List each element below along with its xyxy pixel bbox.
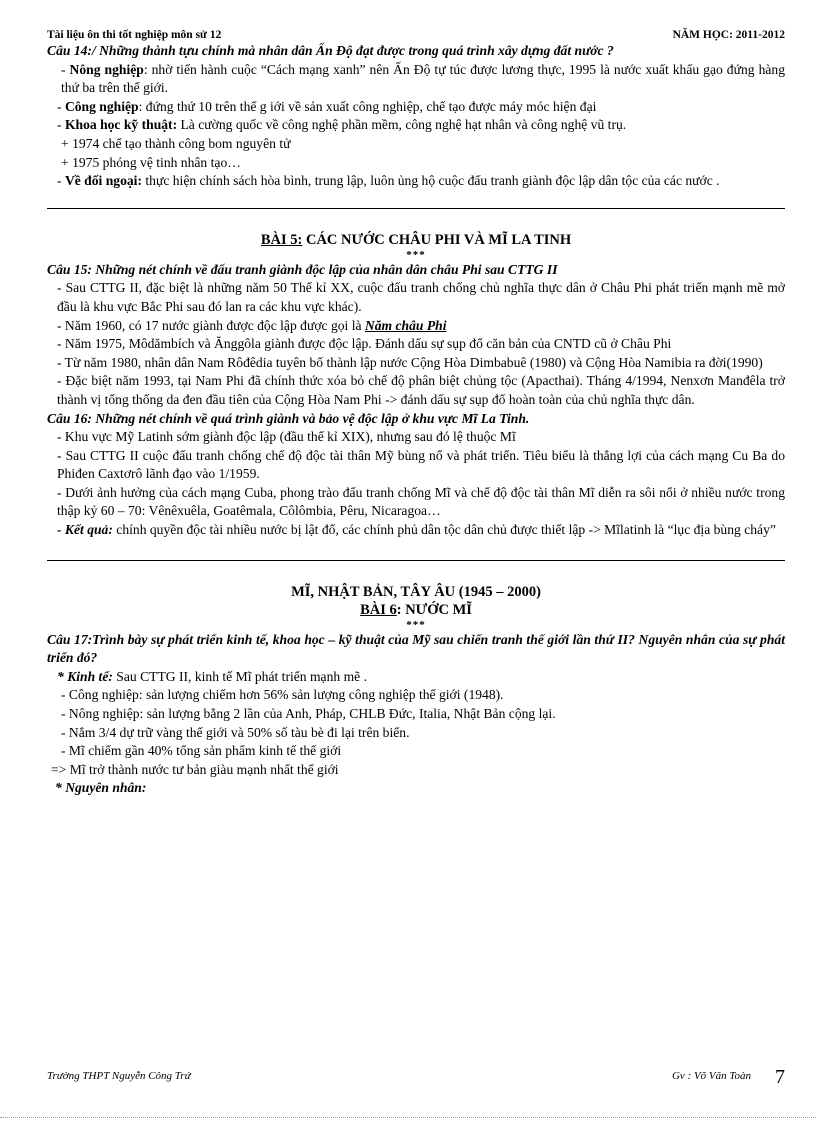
bai6-stars: *** — [406, 618, 426, 631]
q16-result: - Kết quả: chính quyền độc tài nhiều nước bị lật đổ, các chính phủ dân tộc dân chủ được thiết lập -> Mĩlatinh là “lục địa bùng cháy” — [57, 522, 776, 538]
q17-economy-label: * Kinh tế: — [57, 668, 113, 684]
footer-school: Trường THPT Nguyễn Công Trứ — [47, 1070, 191, 1082]
nam-chau-phi: Năm châu Phi — [364, 317, 447, 333]
q16-title: Câu 16: Những nét chính về quá trình giành và bảo vệ độc lập ở khu vực Mĩ La Tinh. — [47, 410, 530, 426]
q14-sci-1: + 1974 chế tạo thành công bom nguyên tử — [61, 135, 291, 151]
q15-p5: - Đặc biệt năm 1993, tại Nam Phi đã chính thức xóa bỏ chế độ phân biệt chủng tộc (Apacthai). Tháng 4/1994, Nenxơn Manđêla trở thành vị tổng thống da đen đầu tiên của Cộng Hòa Nam Phi -> đánh dấu sự sụp đổ hoàn toàn của chủ nghĩa thực dân. — [57, 373, 785, 407]
q17-l4: - Mĩ chiếm gần 40% tổng sản phẩm kinh tế thế giới — [61, 743, 342, 759]
q15-p4: - Từ năm 1980, nhân dân Nam Rôđêdia tuyên bố thành lập nước Cộng Hòa Dimbabuê (1980) và Cộng Hòa Namibia ra đời(1990) — [57, 354, 763, 370]
q14-foreign: - Về đối ngoại: thực hiện chính sách hòa bình, trung lập, luôn ủng hộ cuộc đấu tranh giành độc lập dân tộc của các nước . — [57, 173, 720, 189]
q14-sci-label: Khoa học kỹ thuật: — [64, 117, 178, 133]
q16-p1: - Khu vực Mỹ Latinh sớm giành độc lập (đầu thế kỉ XIX), nhưng sau đó lệ thuộc Mĩ — [57, 429, 516, 445]
document-page — [47, 28, 785, 798]
q14-agri-label: Nông nghiệp — [69, 61, 144, 77]
q14-ind: - Công nghiệp: đứng thứ 10 trên thế g iới về sản xuất công nghiệp, chế tạo được máy móc hiện đại — [57, 98, 597, 114]
q15-title: Câu 15: Những nét chính về đấu tranh giành độc lập của nhân dân châu Phi sau CTTG II — [47, 261, 558, 277]
q17-l1: - Công nghiệp: sản lượng chiếm hơn 56% sản lượng công nghiệp thế giới (1948). — [61, 687, 504, 703]
page-header — [47, 28, 785, 42]
q17-economy: * Kinh tế: Sau CTTG II, kinh tế Mĩ phát triển mạnh mẽ . — [57, 668, 367, 684]
q17-l3: - Nắm 3/4 dự trữ vàng thế giới và 50% số tàu bè đi lại trên biển. — [61, 724, 410, 740]
page-number: 7 — [775, 1066, 785, 1088]
q14-ind-label: Công nghiệp — [64, 98, 139, 114]
bai5-stars: *** — [406, 248, 426, 261]
q16-p2: - Sau CTTG II cuộc đấu tranh chống chế độ độc tài thân Mỹ bùng nổ và phát triển. Tiêu biểu là thắng lợi của cách mạng Cu Ba do Phiđen Caxtơrô lãnh đạo vào 1/1959. — [57, 447, 785, 482]
q17-l5: => Mĩ trở thành nước tư bản giàu mạnh nhất thế giới — [51, 761, 339, 777]
q17-cause: * Nguyên nhân: — [55, 780, 147, 796]
q14-title: Câu 14:/ Những thành tựu chính mà nhân dân Ấn Độ đạt được trong quá trình xây dựng đất nước ? — [47, 43, 614, 58]
q15-p1: - Sau CTTG II, đặc biệt là những năm 50 Thế kỉ XX, cuộc đấu tranh chống chủ nghĩa thực dân ở Châu Phi phát triển mạnh mẽ mở đầu là khu vực Bắc Phi sau đó lan ra các khu vực khác). — [57, 280, 785, 314]
q17-title: Câu 17:Trình bày sự phát triển kinh tế, khoa học – kỹ thuật của Mỹ sau chiến tranh thế giới lần thứ II? Nguyên nhân của sự phát triển đó? — [47, 631, 785, 666]
footer-teacher: Gv : Võ Văn Toàn — [671, 1070, 751, 1082]
q14-sci-2: + 1975 phóng vệ tinh nhân tạo… — [61, 154, 241, 170]
bottom-border — [0, 1117, 816, 1118]
header-right: NĂM HỌC: 2011-2012 — [672, 29, 785, 41]
header-left: Tài liệu ôn thi tốt nghiệp môn sử 12 — [47, 29, 222, 41]
q14-agri: - Nông nghiệp: nhờ tiến hành cuộc “Cách mạng xanh” nên Ấn Độ tự túc được lương thực, 1995 là nước xuất khẩu gạo đứng hàng thứ ba trên thế giới. — [61, 61, 785, 96]
bai6-heading: MĨ, NHẬT BẢN, TÂY ÂU (1945 – 2000) — [291, 583, 541, 600]
q16-result-label: - Kết quả: — [57, 522, 113, 538]
bai5-title: BÀI 5: CÁC NƯỚC CHÂU PHI VÀ MĨ LA TINH — [260, 231, 572, 248]
bai6-title: BÀI 6: NƯỚC MĨ — [360, 601, 472, 618]
q15-p3: - Năm 1975, Môdămbích và Ănggôla giành được độc lập. Đánh dấu sự sụp đổ căn bản của CNTD cũ ở Châu Phi — [57, 336, 672, 352]
q16-p3: - Dưới ảnh hưởng của cách mạng Cuba, phong trào đấu tranh chống Mĩ và chế độ độc tài thân Mĩ diễn ra sôi nổi ở nhiều nước trong thập kỷ 60 – 70: Vênêxuêla, Goatêmala, Côlômbia, Pêru, Nicaragoa… — [57, 484, 785, 519]
q14-foreign-label: Về đối ngoại: — [64, 173, 142, 189]
q14-sci: - Khoa học kỹ thuật: Là cường quốc về công nghệ phần mềm, công nghệ hạt nhân và công nghệ vũ trụ. — [57, 117, 627, 133]
q15-p2: - Năm 1960, có 17 nước giành được độc lập được gọi là Năm châu Phi — [57, 317, 447, 333]
document-body — [47, 42, 785, 798]
q17-l2: - Nông nghiệp: sản lượng bằng 2 lần của Anh, Pháp, CHLB Đức, Italia, Nhật Bản cộng lại. — [61, 706, 556, 722]
